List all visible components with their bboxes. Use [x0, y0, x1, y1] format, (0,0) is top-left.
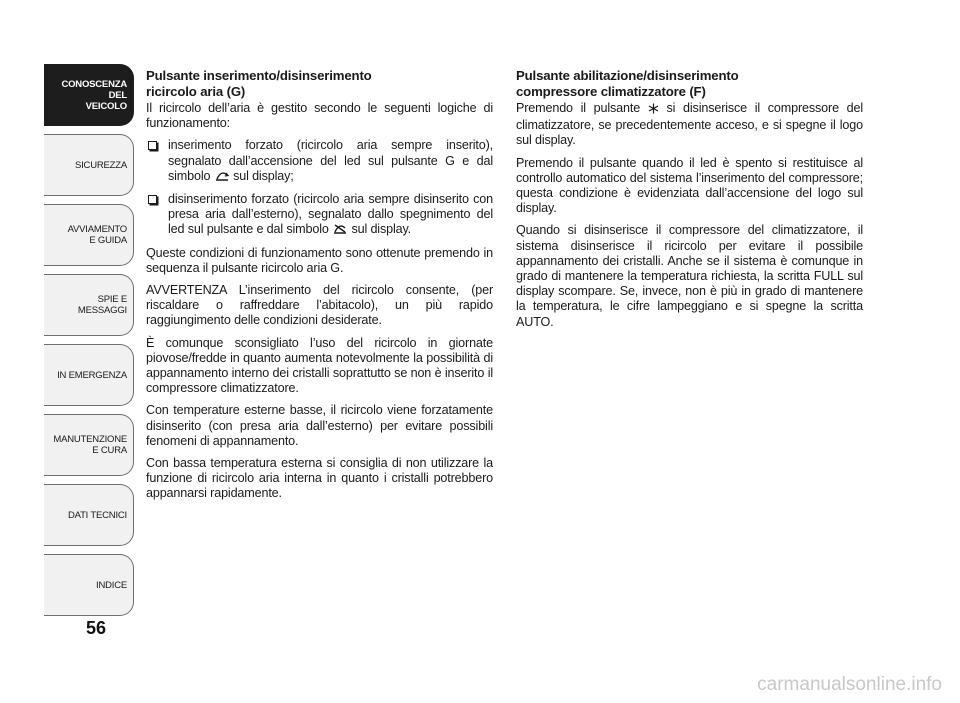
- paragraph: Con temperature esterne basse, il ricircolo viene forzatamente disinserito (con presa aria dall’esterno) per evitare possibili fenomeni di appannamento.: [146, 403, 493, 448]
- snowflake-icon: [648, 103, 659, 118]
- recirculation-on-icon: [214, 170, 230, 186]
- watermark: carmanualsonline.info: [757, 674, 942, 695]
- list-item: [146, 138, 493, 186]
- tab-indice[interactable]: INDICE: [44, 554, 134, 616]
- tab-dati-tecnici[interactable]: DATI TECNICI: [44, 484, 134, 546]
- tab-spie-e-messaggi[interactable]: SPIE E MESSAGGI: [44, 274, 134, 336]
- list-item: [146, 192, 493, 240]
- paragraph: Premendo il pulsante quando il led è spento si restituisce al controllo automatico del sistema l’inserimento del compressore; questa condizione è evidenziata dall’accensione del logo sul display.: [516, 155, 863, 216]
- paragraph-text: si disinserisce il compressore del climatizzatore, se precedentemente acceso, e si spegne il logo sul display.: [516, 101, 863, 148]
- paragraph: È comunque sconsigliato l’uso del ricircolo in giornate piovose/fredde in quanto aumenta notevolmente la possibilità di appannamento interno dei cristalli soprattutto se non è inserito il compressore climatizzatore.: [146, 335, 493, 396]
- paragraph: Queste condizioni di funzionamento sono ottenute premendo in sequenza il pulsante ricircolo aria G.: [146, 245, 493, 275]
- tab-manutenzione-e-cura[interactable]: MANUTENZIONE E CURA: [44, 414, 134, 476]
- tab-avviamento-e-guida[interactable]: AVVIAMENTO E GUIDA: [44, 204, 134, 266]
- section-heading-ricircolo: Pulsante inserimento/disinserimento ricircolo aria (G): [146, 68, 372, 99]
- paragraph: Quando si disinserisce il compressore del climatizzatore, il sistema disinserisce il ricircolo per evitare il possibile appannamento dei cristalli. Anche se il sistema è comunque in grado di mantenere la temperatura richiesta, la scritta FULL sul display scompare. Se, invece, non è più in grado di mantenere la temperatura, le cifre lampeggiano e si spegne la scritta AUTO.: [516, 223, 863, 329]
- bullet-text: inserimento forzato (ricircolo aria sempre inserito), segnalato dall’accensione del led sul pulsante G e dal simbolo: [168, 138, 493, 183]
- page-number: 56: [86, 618, 107, 638]
- recirculation-off-icon: [332, 223, 348, 239]
- section-heading-compressore: Pulsante abilitazione/disinserimento compressore climatizzatore (F): [516, 68, 739, 99]
- bullet-text: sul display.: [351, 222, 412, 237]
- bullet-text: sul display;: [233, 168, 294, 183]
- tab-conoscenza-del-veicolo[interactable]: CONOSCENZA DEL VEICOLO: [44, 64, 134, 126]
- paragraph: AVVERTENZA L’inserimento del ricircolo consente, (per riscaldare o raffreddare l’abitacolo), un più rapido raggiungimento delle condizioni desiderate.: [146, 283, 493, 328]
- paragraph: Con bassa temperatura esterna si consiglia di non utilizzare la funzione di ricircolo aria interna in quanto i cristalli potrebbero appannarsi rapidamente.: [146, 456, 493, 501]
- paragraph: [516, 101, 863, 149]
- tab-in-emergenza[interactable]: IN EMERGENZA: [44, 344, 134, 406]
- bullet-text: disinserimento forzato (ricircolo aria sempre disinserito con presa aria dall’esterno), segnalato dallo spegnimento del led sul pulsante e dal simbolo: [168, 192, 493, 237]
- tab-sicurezza[interactable]: SICUREZZA: [44, 134, 134, 196]
- paragraph-text: Premendo il pulsante: [516, 101, 641, 115]
- checkbox-bullet-icon: [148, 195, 157, 204]
- right-column: [516, 68, 863, 337]
- left-column: [146, 68, 493, 509]
- paragraph: Il ricircolo dell’aria è gestito secondo le seguenti logiche di funzionamento:: [146, 101, 493, 131]
- checkbox-bullet-icon: [148, 141, 157, 150]
